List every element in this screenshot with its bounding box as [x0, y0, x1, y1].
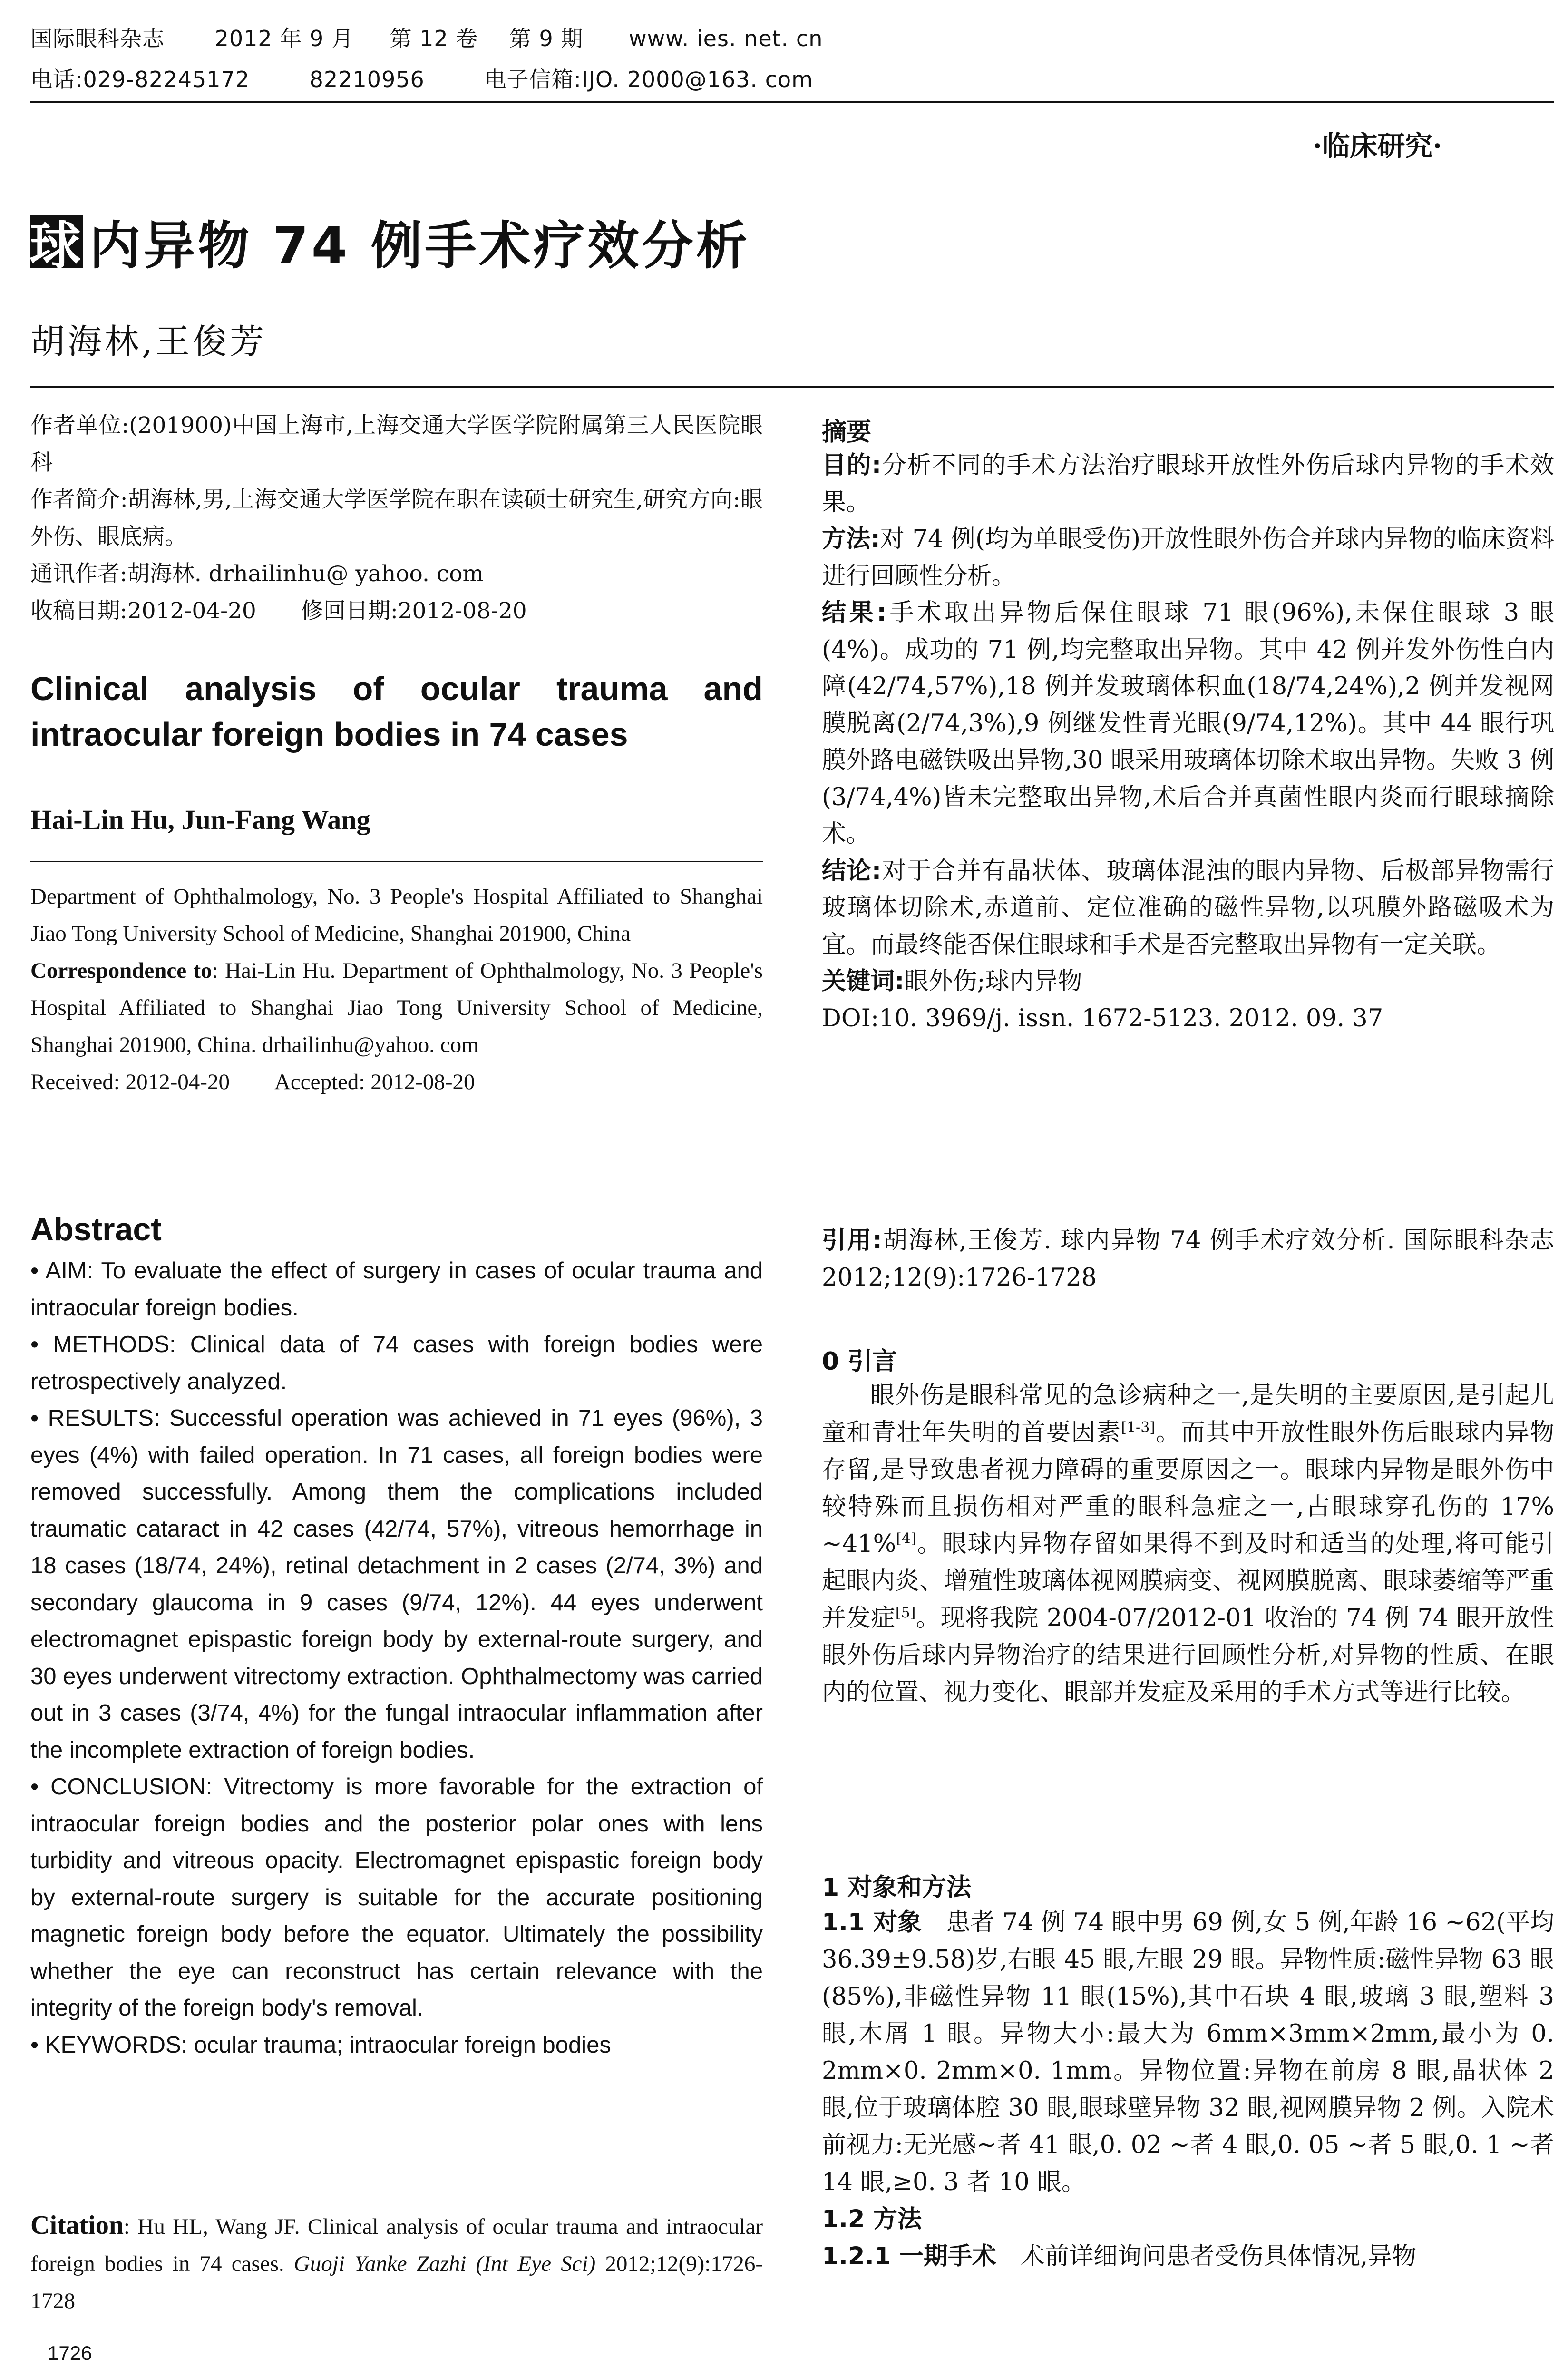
citation-tail: 2012;12(9):1726-1728	[30, 2251, 763, 2313]
cn-citation	[822, 1222, 1554, 1296]
correspondence	[30, 952, 763, 1063]
ref-4: [4]	[896, 1530, 916, 1547]
cn-results-label: 结果:	[822, 599, 886, 627]
issue-number: 第 9 期	[509, 26, 584, 51]
cn-methods-text: 对 74 例(均为单眼受伤)开放性眼外伤合并球内异物的临床资料进行回顾性分析。	[822, 525, 1554, 590]
cn-conclusion-label: 结论:	[822, 857, 882, 885]
english-affiliation	[30, 878, 763, 1101]
author-bio: 作者简介:胡海林,男,上海交通大学医学院在职在读硕士研究生,研究方向:眼外伤、眼底病。	[30, 487, 763, 550]
cn-keywords-label: 关键词:	[822, 967, 905, 995]
citation-text: : Hu HL, Wang JF. Clinical analysis of ocular trauma and intraocular foreign bodies in 74 cases.	[30, 2214, 763, 2276]
received-dates: 收稿日期:2012-04-20 修回日期:2012-08-20	[30, 598, 527, 624]
authors-cn: 胡海林,王俊芳	[30, 321, 267, 361]
journal-header-line1	[30, 24, 866, 53]
cn-abstract-heading: 摘要	[822, 418, 872, 447]
cn-aim-label: 目的:	[822, 451, 882, 479]
correspondence-text: : Hai-Lin Hu. Department of Ophthalmology, No. 3 People's Hospital Affiliated to Shanghai Jiao Tong University School of Medicine, Shanghai 201900, China. drhailinhu@yahoo. com	[30, 958, 763, 1057]
phone: 电话:029-82245172	[30, 67, 250, 92]
cn-results	[822, 594, 1554, 853]
english-authors: Hai-Lin Hu, Jun-Fang Wang	[30, 804, 370, 835]
title-first-char: 球	[30, 215, 83, 268]
cn-keywords	[822, 963, 1554, 1000]
email: 电子信箱:IJO. 2000@163. com	[484, 67, 813, 92]
abstract-results: • RESULTS: Successful operation was achieved in 71 eyes (96%), 3 eyes (4%) with failed operation. In 71 cases, all foreign bodies were removed successfully. Among them the complications included traumatic cataract in 42 cases (42/74, 57%), vitreous hemorrhage in 18 cases (18/74, 24%), retinal detachment in 2 cases (2/74, 3%) and secondary glaucoma in 9 cases (9/74, 12%). 44 eyes underwent electromagnet epispastic foreign body by external-route surgery, and 30 eyes underwent vitrectomy extraction. Ophthalmectomy was carried out in 3 cases (3/74, 4%) for the fungal intraocular inflammation after the incomplete extraction of foreign bodies.	[30, 1405, 763, 1763]
intro-text-b: 。而其中开放性眼外伤后眼球内异物存留,是导致患者视力障碍的重要原因之一。眼球内异物是眼外伤中较特殊而且损伤相对严重的眼科急症之一,占眼球穿孔伤的 17% ~41%	[822, 1419, 1554, 1558]
cn-aim	[822, 447, 1554, 521]
corresponding-author: 通讯作者:胡海林. drhailinhu@ yahoo. com	[30, 561, 484, 587]
correspondence-label: Correspondence to	[30, 958, 212, 983]
cn-conclusion	[822, 853, 1554, 964]
cn-methods	[822, 521, 1554, 594]
ref-1-3: [1-3]	[1121, 1419, 1155, 1436]
title-rule	[30, 386, 1554, 388]
intro-heading: 0 引言	[822, 1347, 897, 1376]
citation-journal: Guoji Yanke Zazhi (Int Eye Sci)	[293, 2251, 596, 2276]
abstract-conclusion: • CONCLUSION: Vitrectomy is more favorable for the extraction of intraocular foreign bodies and the posterior polar ones with lens turbidity and vitreous opacity. Electromagnet epispastic foreign body by external-route surgery is suitable for the accurate positioning magnetic foreign body before the equator. Ultimately the possibility whether the eye can reconstruct has certain relevance with the integrity of the foreign body's removal.	[30, 1774, 763, 2021]
first-surgery-text: 术前详细询问患者受伤具体情况,异物	[996, 2242, 1417, 2270]
first-surgery-label: 1.2.1 一期手术	[822, 2242, 996, 2270]
abstract-keywords: • KEYWORDS: ocular trauma; intraocular foreign bodies	[30, 2032, 611, 2058]
phone2: 82210956	[309, 67, 425, 92]
english-abstract	[30, 1253, 763, 2064]
author-affiliation: 作者单位:(201900)中国上海市,上海交通大学医学院附属第三人民医院眼科	[30, 412, 763, 476]
abstract-methods: • METHODS: Clinical data of 74 cases with foreign bodies were retrospectively analyzed.	[30, 1332, 763, 1394]
intro-body	[822, 1377, 1554, 1711]
author-info	[30, 407, 763, 630]
cn-results-text: 手术取出异物后保住眼球 71 眼(96%),未保住眼球 3 眼(4%)。成功的 71 例,均完整取出异物。其中 42 例并发外伤性白内障(42/74,57%),18 例并发玻璃体积血(18/74,24%),2 例并发视网膜脱离(2/74,3%),9 例继发性青光眼(9/74,12%)。其中 44 眼行巩膜外路电磁铁吸出异物,30 眼采用玻璃体切除术取出异物。失败 3 例(3/74,4%)皆未完整取出异物,术后合并真菌性眼内炎而行眼球摘除术。	[822, 599, 1554, 848]
page-number: 1726	[48, 2342, 92, 2364]
intro-text-a: 眼外伤是眼科常见的急诊病种之一,是失明的主要原因,是引起儿童和青壮年失明的首要因素	[822, 1382, 1554, 1447]
methods-sub-label: 1.2 方法	[822, 2205, 922, 2233]
citation-label: Citation	[30, 2211, 124, 2240]
cn-doi: DOI:10. 3969/j. issn. 1672-5123. 2012. 09. 37	[822, 1004, 1383, 1033]
subjects-text: 患者 74 例 74 眼中男 69 例,女 5 例,年龄 16 ~62(平均 36.39±9.58)岁,右眼 45 眼,左眼 29 眼。异物性质:磁性异物 63 眼(85%),非磁性异物 11 眼(15%),其中石块 4 眼,玻璃 3 眼,塑料 3 眼,木屑 1 眼。异物大小:最大为 6mm×3mm×2mm,最小为 0. 2mm×0. 2mm×0. 1mm。异物位置:异物在前房 8 眼,晶状体 2 眼,位于玻璃体腔 30 眼,眼球壁异物 32 眼,视网膜异物 2 例。入院术前视力:无光感~者 41 眼,0. 02 ~者 4 眼,0. 05 ~者 5 眼,0. 1 ~者 14 眼,≥0. 3 者 10 眼。	[822, 1909, 1555, 2196]
cn-abstract	[822, 447, 1554, 1037]
cn-conclusion-text: 对于合并有晶状体、玻璃体混浊的眼内异物、后极部异物需行玻璃体切除术,赤道前、定位准确的磁性异物,以巩膜外路磁吸术为宜。而最终能否保住眼球和手术是否完整取出异物有一定关联。	[822, 857, 1554, 959]
authors-rule	[30, 861, 763, 862]
cn-citation-text: 胡海林,王俊芳. 球内异物 74 例手术疗效分析. 国际眼科杂志 2012;12(9):1726-1728	[822, 1227, 1554, 1292]
abstract-heading: Abstract	[30, 1211, 162, 1247]
intro-text-c: 。眼球内异物存留如果得不到及时和适当的处理,将可能引起眼内炎、增殖性玻璃体视网膜病变、视网膜脱离、眼球萎缩等严重并发症	[822, 1530, 1554, 1632]
english-citation	[30, 2207, 763, 2319]
section-tag: ·临床研究·	[1313, 130, 1442, 162]
methods-heading: 1 对象和方法	[822, 1873, 972, 1902]
cn-keywords-text: 眼外伤;球内异物	[904, 967, 1082, 995]
english-dates: Received: 2012-04-20 Accepted: 2012-08-20	[30, 1070, 475, 1094]
journal-header-line2	[30, 65, 856, 94]
cn-aim-text: 分析不同的手术方法治疗眼球开放性外伤后球内异物的手术效果。	[822, 451, 1554, 516]
cn-methods-label: 方法:	[822, 525, 880, 553]
methods-body	[822, 1904, 1554, 2275]
website: www. ies. net. cn	[629, 26, 823, 51]
cn-citation-label: 引用:	[822, 1227, 882, 1255]
journal-name: 国际眼科杂志	[30, 26, 165, 51]
ref-5: [5]	[895, 1605, 916, 1621]
department: Department of Ophthalmology, No. 3 People's Hospital Affiliated to Shanghai Jiao Tong University School of Medicine, Shanghai 201900, China	[30, 884, 763, 946]
article-title	[30, 205, 750, 278]
volume: 第 12 卷	[390, 26, 478, 51]
issue-date: 2012 年 9 月	[214, 26, 354, 51]
subjects-label: 1.1 对象	[822, 1909, 922, 1937]
abstract-aim: • AIM: To evaluate the effect of surgery in cases of ocular trauma and intraocular foreign bodies.	[30, 1258, 763, 1321]
header-rule	[30, 101, 1554, 103]
english-title: Clinical analysis of ocular trauma and intraocular foreign bodies in 74 cases	[30, 670, 763, 753]
intro-text-d: 。现将我院 2004-07/2012-01 收治的 74 例 74 眼开放性眼外伤后球内异物治疗的结果进行回顾性分析,对异物的性质、在眼内的位置、视力变化、眼部并发症及采用的手术方式等进行比较。	[822, 1604, 1554, 1706]
title-rest: 内异物 74 例手术疗效分析	[89, 216, 750, 276]
